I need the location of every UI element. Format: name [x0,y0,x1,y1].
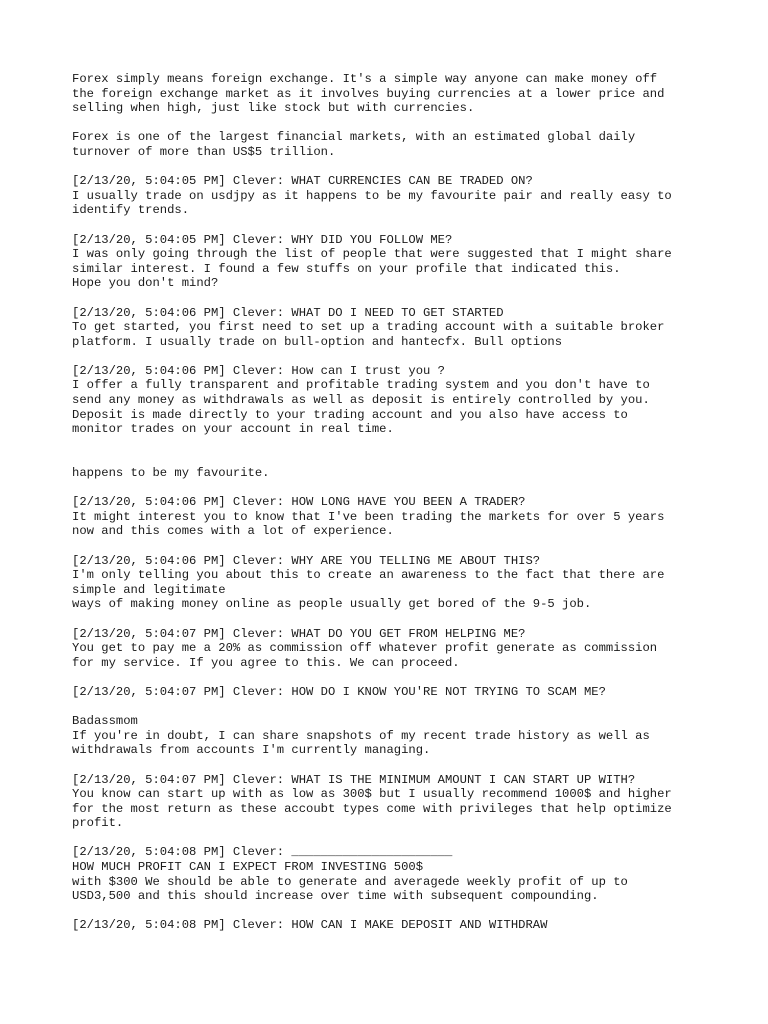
text-line: Hope you don't mind? [72,276,219,291]
text-line: withdrawals from accounts I'm currently managing. [72,743,431,758]
text-line: HOW MUCH PROFIT CAN I EXPECT FROM INVESTING 500$ [72,860,424,875]
text-line: You get to pay me a 20% as commission off whatever profit generate as commission [72,641,658,656]
text-line: monitor trades on your account in real time. [72,422,394,437]
paragraph [72,627,732,671]
paragraph [72,306,732,350]
text-line: [2/13/20, 5:04:05 PM] Clever: WHY DID YOU FOLLOW ME? [72,232,453,247]
text-line: USD3,500 and this should increase over time with subsequent compounding. [72,889,599,904]
text-line: now and this comes with a lot of experience. [72,524,394,539]
text-line: I was only going through the list of people that were suggested that I might share [72,247,672,262]
document-page [72,72,732,948]
text-line: It might interest you to know that I've been trading the markets for over 5 years [72,509,665,524]
text-line: selling when high, just like stock but with currencies. [72,101,475,116]
text-line: with $300 We should be able to generate and averagede weekly profit of up to [72,874,628,889]
paragraph [72,845,732,903]
text-line: [2/13/20, 5:04:06 PM] Clever: WHY ARE YOU TELLING ME ABOUT THIS? [72,553,541,568]
text-line: simple and legitimate [72,582,226,597]
text-line: the foreign exchange market as it involves buying currencies at a lower price and [72,86,665,101]
text-line: I usually trade on usdjpy as it happens to be my favourite pair and really easy to [72,188,672,203]
paragraph [72,233,732,291]
paragraph [72,685,732,700]
text-line: If you're in doubt, I can share snapshots of my recent trade history as well as [72,728,650,743]
text-line: [2/13/20, 5:04:07 PM] Clever: WHAT IS THE MINIMUM AMOUNT I CAN START UP WITH? [72,772,636,787]
text-line: platform. I usually trade on bull-option and hantecfx. Bull options [72,334,563,349]
text-line: [2/13/20, 5:04:08 PM] Clever: ______________________ [72,845,453,860]
text-line: identify trends. [72,203,190,218]
paragraph [72,174,732,218]
paragraph [72,495,732,539]
text-line: [2/13/20, 5:04:08 PM] Clever: HOW CAN I MAKE DEPOSIT AND WITHDRAW [72,918,548,933]
paragraph [72,773,732,831]
text-line: To get started, you first need to set up a trading account with a suitable broker [72,320,665,335]
text-line: [2/13/20, 5:04:06 PM] Clever: WHAT DO I NEED TO GET STARTED [72,305,504,320]
text-line: I offer a fully transparent and profitable trading system and you don't have to [72,378,650,393]
paragraph [72,466,732,481]
paragraph [72,554,732,612]
text-line: [2/13/20, 5:04:06 PM] Clever: HOW LONG HAVE YOU BEEN A TRADER? [72,495,526,510]
text-line: for my service. If you agree to this. We can proceed. [72,655,460,670]
text-line: [2/13/20, 5:04:07 PM] Clever: HOW DO I KNOW YOU'RE NOT TRYING TO SCAM ME? [72,684,606,699]
text-line: Badassmom [72,714,138,729]
text-line: Forex simply means foreign exchange. It's a simple way anyone can make money off [72,72,658,86]
text-line: [2/13/20, 5:04:07 PM] Clever: WHAT DO YOU GET FROM HELPING ME? [72,626,526,641]
text-line: ways of making money online as people usually get bored of the 9-5 job. [72,597,592,612]
text-line: happens to be my favourite. [72,466,270,481]
text-line: [2/13/20, 5:04:05 PM] Clever: WHAT CURRENCIES CAN BE TRADED ON? [72,174,533,189]
text-line: I'm only telling you about this to create an awareness to the fact that there are [72,568,665,583]
text-line: turnover of more than US$5 trillion. [72,144,336,159]
text-line: send any money as withdrawals as well as deposit is entirely controlled by you. [72,393,650,408]
text-line: You know can start up with as low as 300$ but I usually recommend 1000$ and higher [72,787,672,802]
text-line: for the most return as these accoubt types come with privileges that help optimize [72,801,672,816]
blank-gap [72,451,732,466]
text-line: profit. [72,816,124,831]
text-line: Deposit is made directly to your trading account and you also have access to [72,407,628,422]
paragraph [72,918,732,933]
text-line: [2/13/20, 5:04:06 PM] Clever: How can I trust you ? [72,363,445,378]
paragraph [72,130,732,159]
paragraph [72,364,732,437]
text-line: Forex is one of the largest financial markets, with an estimated global daily [72,130,636,145]
paragraph [72,714,732,758]
text-line: similar interest. I found a few stuffs on your profile that indicated this. [72,261,621,276]
paragraph [72,72,732,116]
